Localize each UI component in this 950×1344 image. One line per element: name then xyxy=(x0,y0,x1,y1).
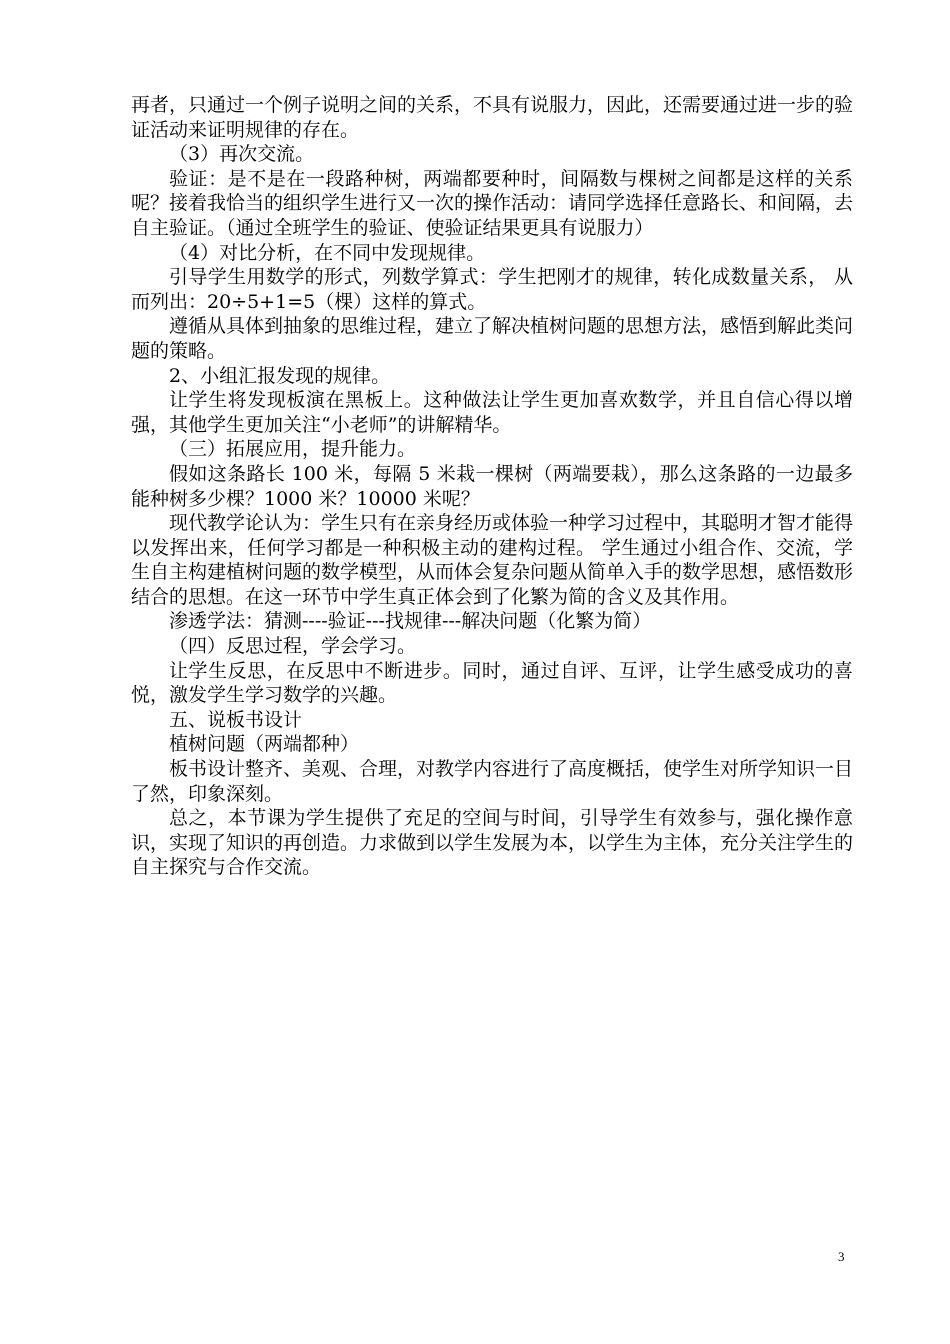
paragraph: 板书设计整齐、美观、合理，对教学内容进行了高度概括，使学生对所学知识一目了然，印象深刻。 xyxy=(131,758,854,805)
paragraph: 总之，本节课为学生提供了充足的空间与时间，引导学生有效参与，强化操作意识，实现了知识的再创造。力求做到以学生发展为本，以学生为主体，充分关注学生的自主探究与合作交流。 xyxy=(131,807,854,879)
paragraph: 2、小组汇报发现的规律。 xyxy=(169,364,391,387)
paragraph: 让学生反思，在反思中不断进步。同时，通过自评、互评，让学生感受成功的喜悦，激发学生学习数学的兴趣。 xyxy=(131,659,853,707)
paragraph: 假如这条路长 100 米，每隔 5 米栽一棵树（两端要栽），那么这条路的一边最多能种树多少棵？1000 米？10000 米呢？ xyxy=(131,462,853,510)
page-number: 3 xyxy=(838,1249,845,1264)
paragraph: 现代教学论认为：学生只有在亲身经历或体验一种学习过程中，其聪明才智才能得以发挥出来，任何学习都是一种积极主动的建构过程。 学生通过小组合作、交流，学生自主构建植树问题的数学模型，从而体会复杂问题从简单入手的数学思想，感悟数形结合的思想。在这一环节中学生真正体会到了化繁为简的含义及其作用。 xyxy=(131,512,854,608)
paragraph: （4）对比分析，在不同中发现规律。 xyxy=(169,241,486,264)
paragraph: 遵循从具体到抽象的思维过程，建立了解决植树问题的思想方法，感悟到解此类问题的策略。 xyxy=(131,315,854,362)
paragraph: 让学生将发现板演在黑板上。这种做法让学生更加喜欢数学，并且自信心得以增强，其他学生更加关注“小老师”的讲解精华。 xyxy=(131,389,853,436)
document-body xyxy=(131,93,853,880)
paragraph: 植树问题（两端都种） xyxy=(169,733,360,756)
paragraph: （四）反思过程，学会学习。 xyxy=(169,635,417,658)
paragraph: 验证：是不是在一段路种树，两端都要种时，间隔数与棵树之间都是这样的关系呢？接着我恰当的组织学生进行又一次的操作活动：请同学选择任意路长、和间隔，去自主验证。（通过全班学生的验证、使验证结果更具有说服力） xyxy=(131,167,854,239)
paragraph: 五、说板书设计 xyxy=(169,708,303,731)
paragraph: 引导学生用数学的形式，列数学算式：学生把刚才的规律，转化成数量关系， 从而列出：20÷5+1=5（棵）这样的算式。 xyxy=(131,266,853,313)
paragraph: （三）拓展应用，提升能力。 xyxy=(169,438,417,461)
paragraph: 渗透学法：猜测----验证---找规律---解决问题（化繁为简） xyxy=(169,610,652,633)
paragraph: 再者，只通过一个例子说明之间的关系，不具有说服力，因此，还需要通过进一步的验证活动来证明规律的存在。 xyxy=(131,94,854,141)
paragraph: （3）再次交流。 xyxy=(169,143,315,166)
